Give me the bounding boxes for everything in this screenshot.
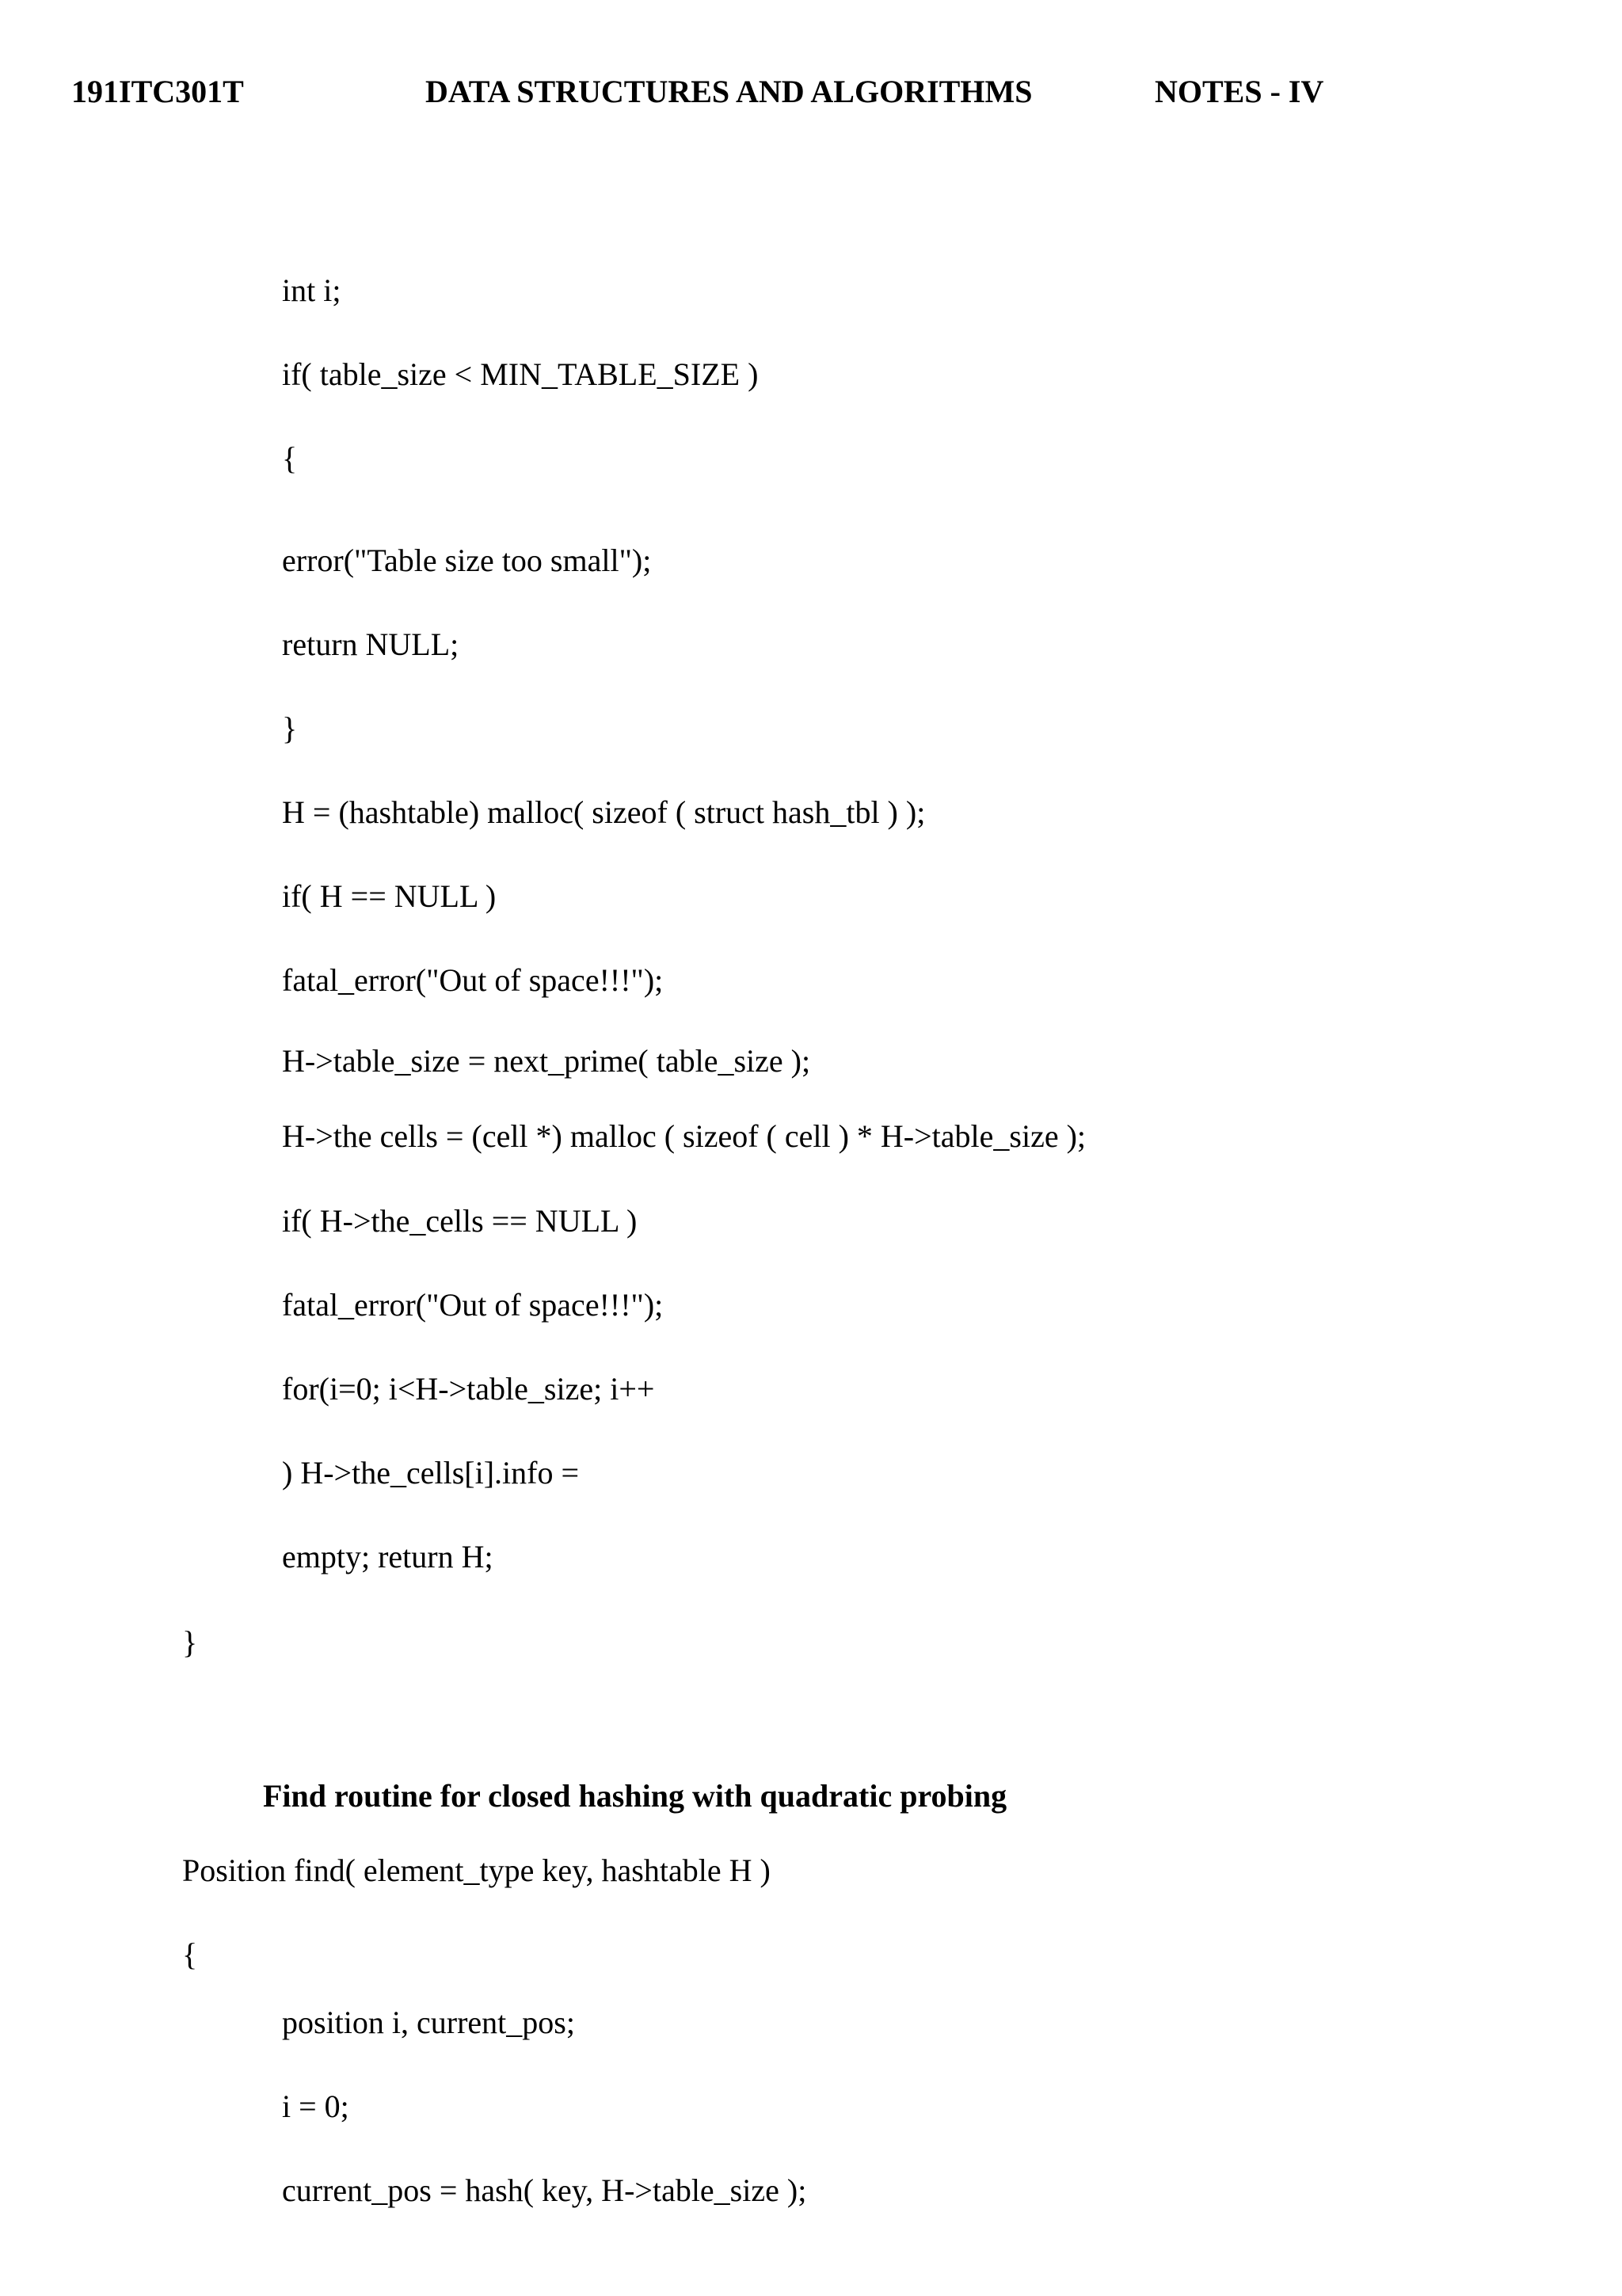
code-line: H->the cells = (cell *) malloc ( sizeof ( cell ) * H->table_size );	[282, 1118, 1087, 1154]
header-title: DATA STRUCTURES AND ALGORITHMS	[425, 74, 1033, 109]
code-line: {	[282, 440, 298, 476]
section-heading: Find routine for closed hashing with quadratic probing	[263, 1778, 1007, 1814]
code-line: ) H->the_cells[i].info =	[282, 1455, 579, 1491]
function-signature: Position find( element_type key, hashtable H )	[182, 1852, 771, 1888]
code-line: if( table_size < MIN_TABLE_SIZE )	[282, 356, 759, 392]
code-line: int i;	[282, 272, 341, 308]
code-line: for(i=0; i<H->table_size; i++	[282, 1371, 655, 1407]
code-line: position i, current_pos;	[282, 2005, 575, 2040]
code-line: error("Table size too small");	[282, 543, 652, 578]
code-line: if( H->the_cells == NULL )	[282, 1203, 638, 1239]
code-line: fatal_error("Out of space!!!");	[282, 1287, 664, 1323]
header-notes-label: NOTES - IV	[1155, 74, 1324, 109]
code-line: H->table_size = next_prime( table_size );	[282, 1043, 811, 1079]
code-line: i = 0;	[282, 2088, 349, 2124]
code-line: }	[282, 710, 298, 746]
header-course-code: 191ITC301T	[71, 74, 244, 109]
code-line: H = (hashtable) malloc( sizeof ( struct hash_tbl ) );	[282, 794, 926, 830]
opening-brace: {	[182, 1936, 198, 1972]
closing-brace: }	[182, 1624, 198, 1660]
code-line: if( H == NULL )	[282, 878, 497, 914]
code-line: empty; return H;	[282, 1539, 493, 1574]
code-line: return NULL;	[282, 626, 459, 662]
code-line: fatal_error("Out of space!!!");	[282, 962, 664, 998]
code-line: current_pos = hash( key, H->table_size );	[282, 2172, 807, 2208]
